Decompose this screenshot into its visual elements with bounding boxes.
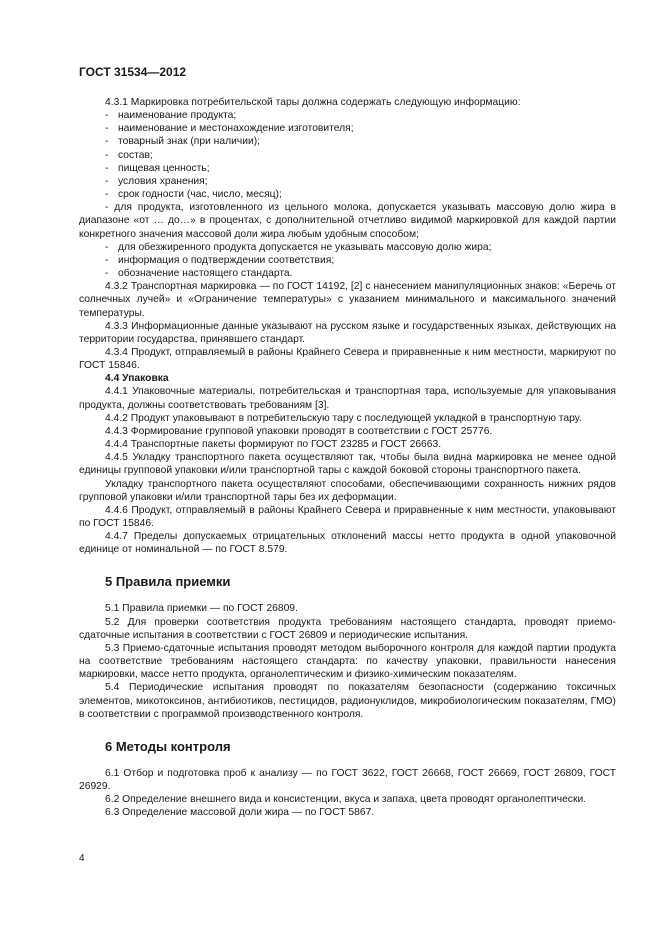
list-dash: - (105, 136, 109, 148)
list-item (79, 254, 616, 267)
paragraph: 4.4.3 Формирование групповой упаковки проводят в соответствии с ГОСТ 25776. (105, 425, 493, 437)
list-dash: - (105, 123, 109, 135)
paragraph: 4.3.2 Транспортная маркировка — по ГОСТ 14192, [2] с нанесением манипуляционных знаков: «Беречь от солнечных лучей» и «Ограничение температуры» с указанием минимального и максимального значений температуры. (79, 281, 616, 319)
paragraph: 4.3.1 Маркировка потребительской тары должна содержать следующую информацию: (105, 97, 521, 108)
list-item-text: информация о подтверждении соответствия; (118, 254, 335, 266)
list-item-text: срок годности (час, число, месяц); (118, 189, 282, 201)
paragraph: 5.4 Периодические испытания проводят по показателям безопасности (содержанию токсичных элементов, микотоксинов, антибиотиков, пестицидов, радионуклидов, микробиологическим показателям, ГМО) в соответствии с программой производственного контроля. (79, 682, 616, 720)
paragraph: 5.3 Приемо-сдаточные испытания проводят методом выборочного контроля для каждой партии продукта на соответствие требованиям настоящего стандарта: по качеству упаковки, правильности нанесения маркировки, массе нетто продукта, органолептическим и физико-химическим показателям. (79, 642, 616, 681)
paragraph: 4.4.6 Продукт, отправляемый в районы Крайнего Севера и приравненные к ним местности, упаковывают по ГОСТ 15846. (79, 504, 616, 529)
list-item-text: для обезжиренного продукта допускается не указывать массовую долю жира; (118, 241, 492, 253)
paragraph: - для продукта, изготовленного из цельного молока, допускается указывать массовую долю жира в диапазоне «от … до…» в процентах, с дополнительной отчетливо видимой маркировкой для каждой партии конкретного значения массовой доли жира любым удобным способом; (79, 202, 616, 240)
list-dash: - (105, 241, 109, 253)
list-item (79, 122, 616, 135)
paragraph: 4.3.4 Продукт, отправляемый в районы Крайнего Севера и приравненные к ним местности, маркируют по ГОСТ 15846. (79, 346, 616, 372)
paragraph: 4.4.2 Продукт упаковывают в потребительскую тару с последующей укладкой в транспортную тару. (105, 412, 582, 424)
list-item (79, 162, 616, 175)
paragraph: 4.3.3 Информационные данные указывают на русском языке и государственных языках, действующих на территории государства, принявшего стандарт. (79, 320, 616, 345)
list-item-text: обозначение настоящего стандарта. (118, 268, 293, 280)
paragraph: 5.1 Правила приемки — по ГОСТ 26809. (105, 603, 298, 615)
subsection-heading: 4.4 Упаковка (105, 373, 169, 385)
paragraph: 4.4.1 Упаковочные материалы, потребительская и транспортная тара, используемые для упаковывания продукта, должны соответствовать требованиям [3]. (79, 386, 616, 411)
paragraph: 4.4.7 Пределы допускаемых отрицательных отклонений массы нетто продукта в одной упаковочной единице от номинальной — по ГОСТ 8.579. (79, 531, 616, 556)
list-dash: - (105, 175, 109, 187)
list-item-text: состав; (118, 149, 153, 161)
list-dash: - (105, 268, 109, 280)
list-item (79, 267, 616, 280)
list-item-text: условия хранения; (118, 175, 208, 187)
list-item (79, 241, 616, 254)
page-number: 4 (79, 853, 85, 864)
list-item-text: товарный знак (при наличии); (118, 136, 261, 148)
paragraph: 6.1 Отбор и подготовка проб к анализу — по ГОСТ 3622, ГОСТ 26668, ГОСТ 26669, ГОСТ 26809, ГОСТ 26929. (79, 767, 616, 793)
list-item (79, 109, 616, 122)
list-item-text: пищевая ценность; (118, 162, 210, 174)
paragraph: Укладку транспортного пакета осуществляют способами, обеспечивающими сохранность нижних рядов групповой упаковки и/или транспортной тары без их деформации. (79, 478, 616, 503)
list-dash: - (105, 110, 109, 122)
paragraph: 4.4.5 Укладку транспортного пакета осуществляют так, чтобы была видна маркировка не менее одной единицы групповой упаковки и/или транспортной тары с каждой боковой стороны транспортного пакета. (79, 452, 616, 477)
list-dash: - (105, 149, 109, 161)
section-heading: 6 Методы контроля (105, 738, 231, 754)
section-heading: 5 Правила приемки (105, 574, 231, 590)
list-dash: - (105, 162, 109, 174)
list-item (79, 135, 616, 148)
list-item (79, 188, 616, 201)
paragraph: 4.4.4 Транспортные пакеты формируют по ГОСТ 23285 и ГОСТ 26663. (105, 439, 442, 451)
list-dash: - (105, 254, 109, 266)
paragraph: 5.2 Для проверки соответствия продукта требованиям настоящего стандарта, проводят приемо-сдаточные испытания в соответствии с ГОСТ 26809 и периодические испытания. (79, 616, 616, 641)
standard-header: ГОСТ 31534—2012 (79, 65, 187, 79)
list-item-text: наименование и местонахождение изготовителя; (118, 123, 354, 135)
list-item (79, 149, 616, 162)
list-dash: - (105, 189, 109, 201)
paragraph: 6.2 Определение внешнего вида и консистенции, вкуса и запаха, цвета проводят органолептически. (105, 794, 587, 806)
paragraph: 6.3 Определение массовой доли жира — по ГОСТ 5867. (105, 807, 375, 819)
list-item (79, 175, 616, 188)
document-body (79, 96, 616, 820)
list-item-text: наименование продукта; (118, 110, 237, 122)
